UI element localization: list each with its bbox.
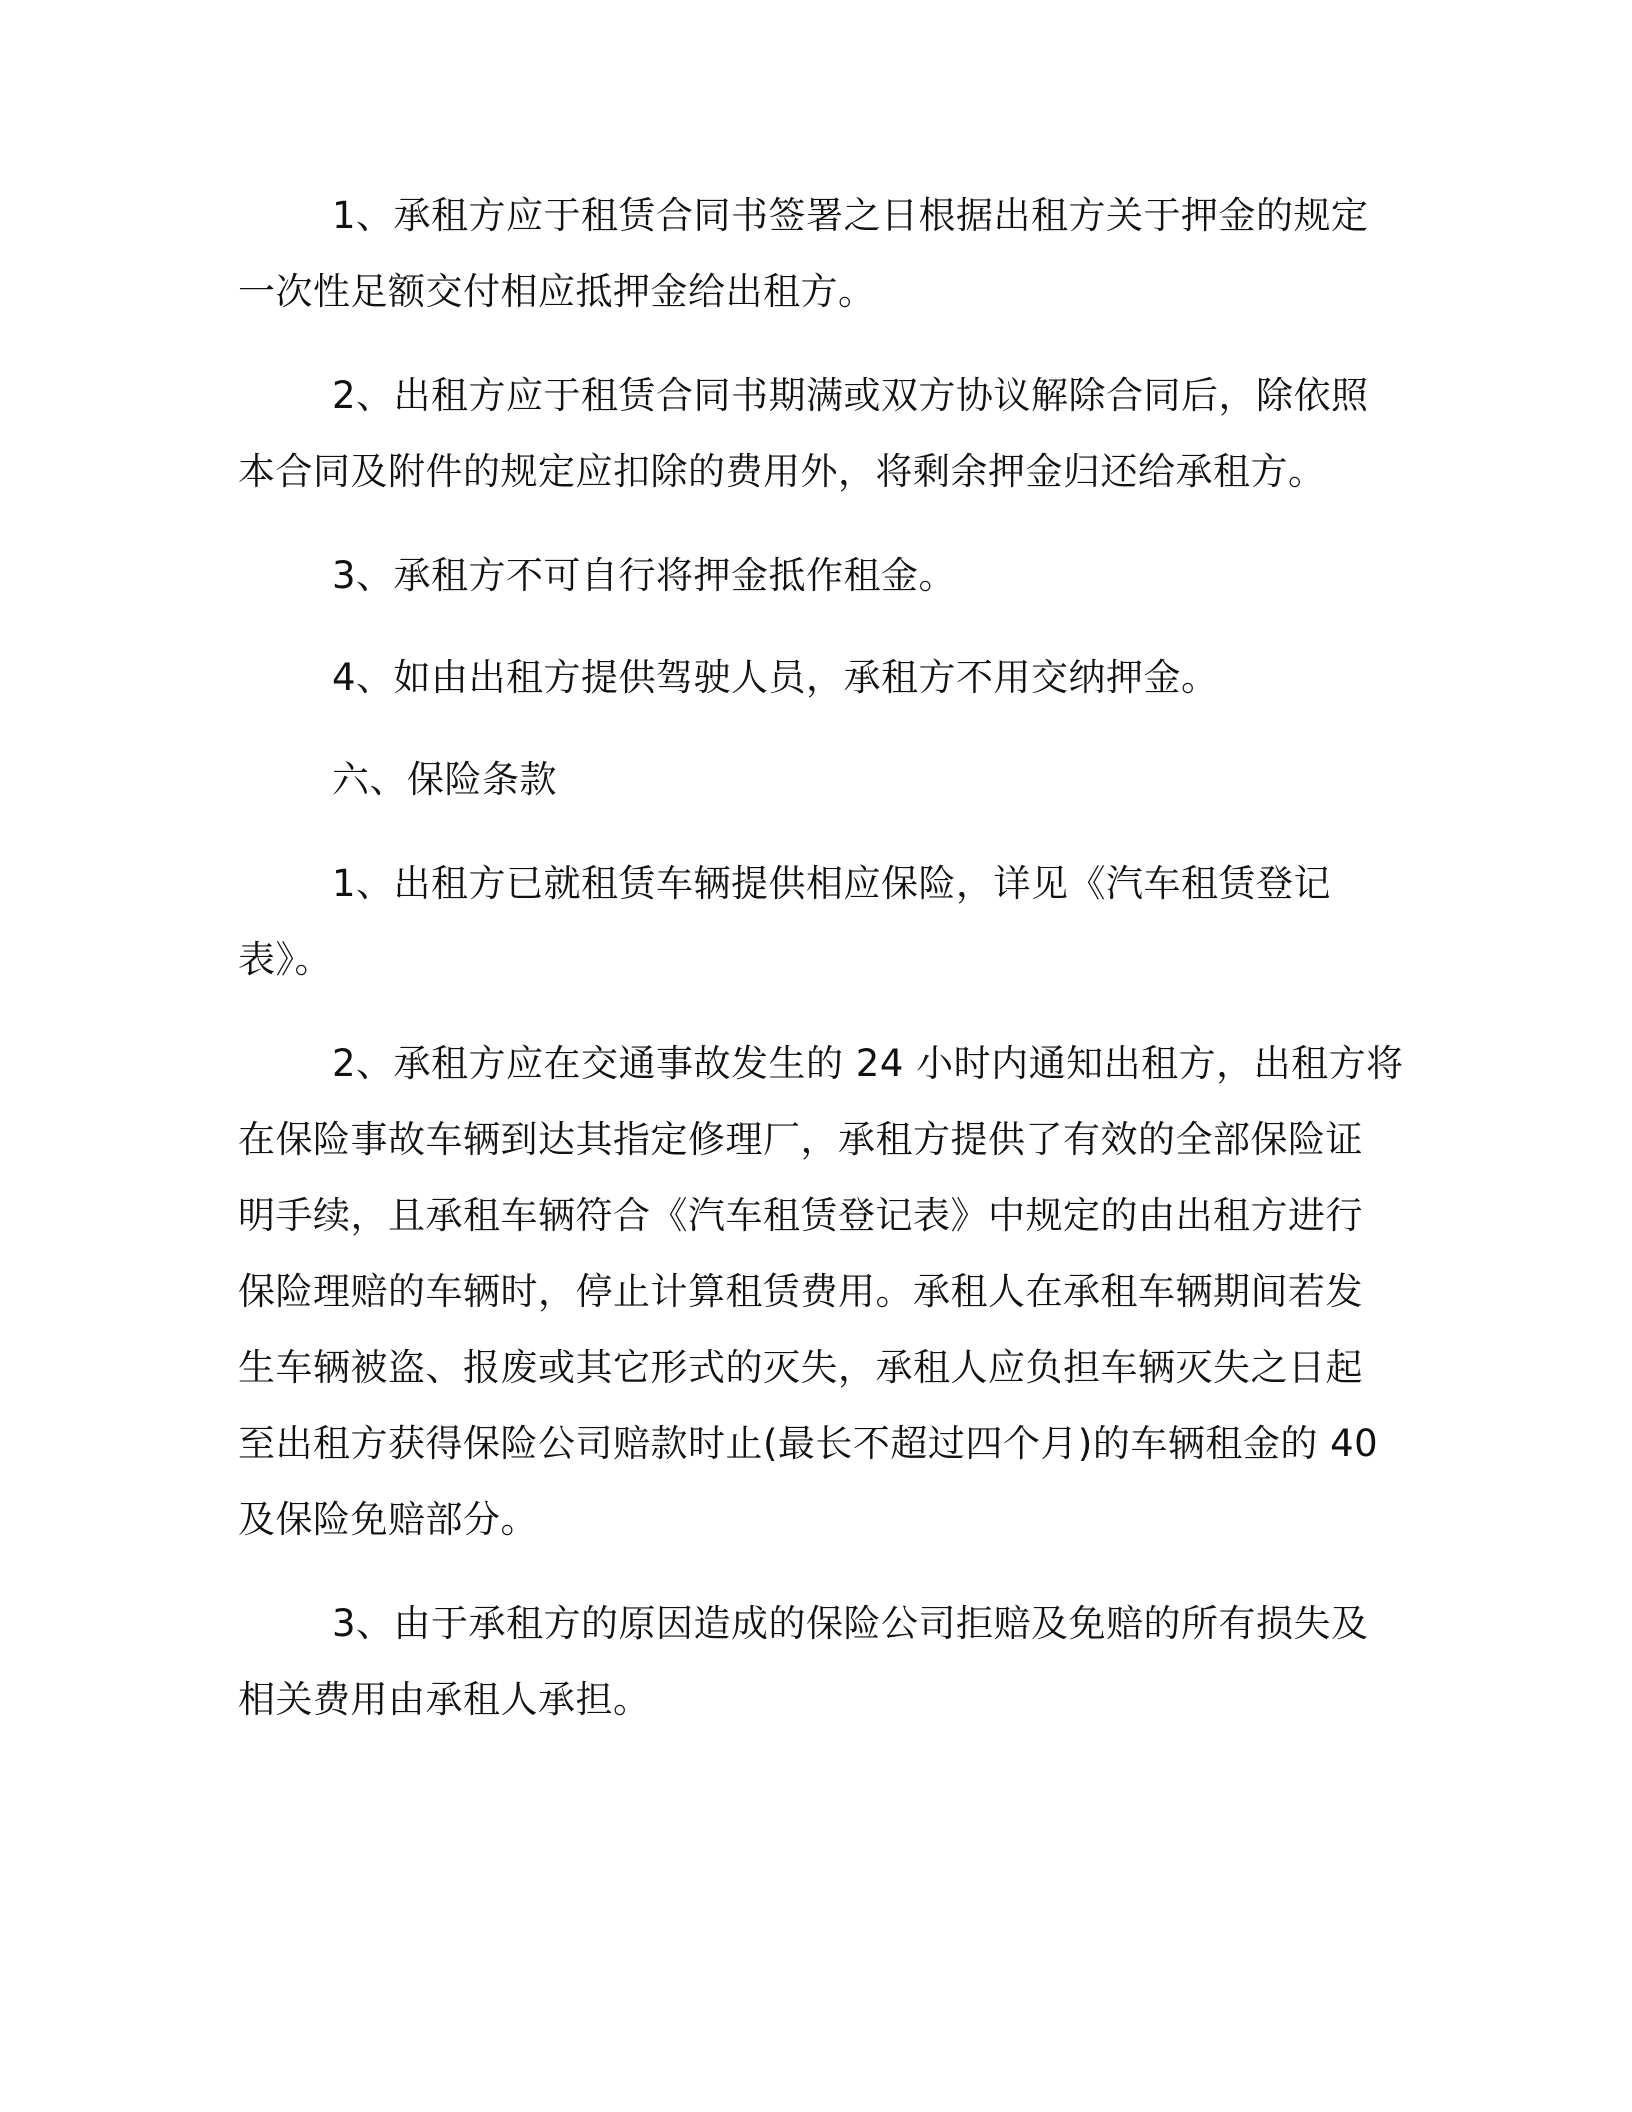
text-line: 本合同及附件的规定应扣除的费用外，将剩余押金归还给承租方。 bbox=[238, 450, 1326, 493]
text-line: 至出租方获得保险公司赔款时止(最长不超过四个月)的车辆租金的 40 bbox=[238, 1422, 1379, 1465]
text-line: 在保险事故车辆到达其指定修理厂，承租方提供了有效的全部保险证 bbox=[238, 1118, 1363, 1161]
section-heading: 六、保险条款 bbox=[332, 758, 557, 801]
text-line: 一次性足额交付相应抵押金给出租方。 bbox=[238, 270, 876, 313]
text-line: 明手续，且承租车辆符合《汽车租赁登记表》中规定的由出租方进行 bbox=[238, 1194, 1363, 1237]
text-line: 2、出租方应于租赁合同书期满或双方协议解除合同后，除依照 bbox=[332, 374, 1369, 417]
text-line: 4、如由出租方提供驾驶人员，承租方不用交纳押金。 bbox=[332, 656, 1219, 699]
text-line: 3、由于承租方的原因造成的保险公司拒赔及免赔的所有损失及 bbox=[332, 1602, 1369, 1645]
text-line: 表》。 bbox=[238, 938, 332, 981]
text-line: 1、承租方应于租赁合同书签署之日根据出租方关于押金的规定 bbox=[332, 194, 1369, 237]
text-line: 相关费用由承租人承担。 bbox=[238, 1678, 651, 1721]
text-line: 1、出租方已就租赁车辆提供相应保险，详见《汽车租赁登记 bbox=[332, 862, 1332, 905]
text-line: 3、承租方不可自行将押金抵作租金。 bbox=[332, 554, 957, 597]
text-line: 2、承租方应在交通事故发生的 24 小时内通知出租方，出租方将 bbox=[332, 1042, 1404, 1085]
text-line: 生车辆被盗、报废或其它形式的灭失，承租人应负担车辆灭失之日起 bbox=[238, 1346, 1363, 1389]
text-line: 及保险免赔部分。 bbox=[238, 1498, 538, 1541]
text-line: 保险理赔的车辆时，停止计算租赁费用。承租人在承租车辆期间若发 bbox=[238, 1270, 1363, 1313]
